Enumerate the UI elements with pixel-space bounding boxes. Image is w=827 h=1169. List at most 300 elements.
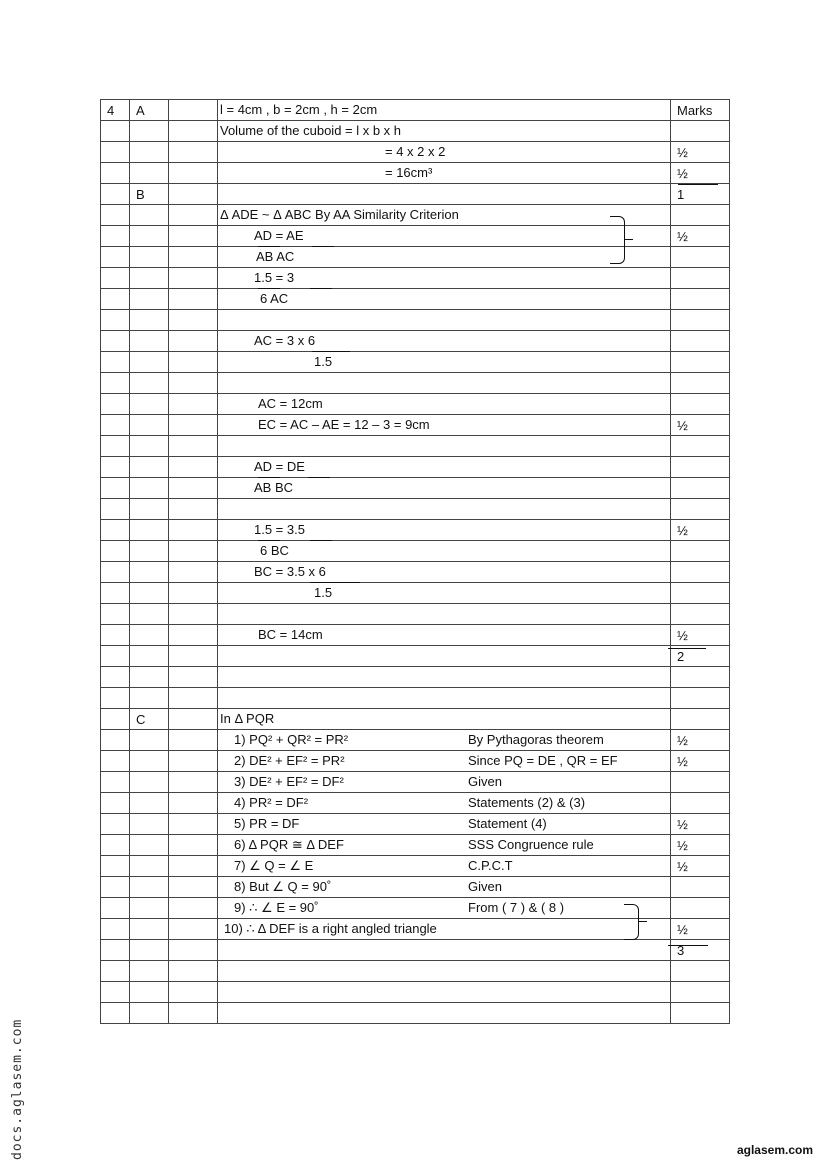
table-row [101, 142, 730, 163]
part-cell [130, 604, 169, 625]
part-cell [130, 667, 169, 688]
question-number-cell [101, 205, 130, 226]
answer-cell [218, 709, 671, 730]
table-row [101, 562, 730, 583]
sub-part-cell [169, 667, 218, 688]
fraction-bar [310, 540, 332, 541]
part-cell [130, 562, 169, 583]
table-row [101, 184, 730, 205]
question-number-cell [101, 646, 130, 667]
table-row [101, 814, 730, 835]
answer-text: 7) ∠ Q = ∠ E [234, 858, 314, 873]
marks-cell [671, 541, 730, 562]
table-row [101, 205, 730, 226]
answer-text: 2) DE² + EF² = PR² [234, 753, 345, 768]
part-cell [130, 772, 169, 793]
sub-part-cell [169, 961, 218, 982]
marks-cell: ½ [671, 814, 730, 835]
answer-text: In Δ PQR [220, 711, 275, 726]
reason-text: From ( 7 ) & ( 8 ) [468, 900, 565, 915]
table-row [101, 751, 730, 772]
answer-cell [218, 751, 671, 772]
question-number-cell [101, 268, 130, 289]
answer-text: AB BC [254, 480, 294, 495]
question-number-cell [101, 625, 130, 646]
part-cell [130, 793, 169, 814]
table-row [101, 163, 730, 184]
table-row [101, 772, 730, 793]
table-row [101, 520, 730, 541]
answer-cell [218, 877, 671, 898]
question-number-cell [101, 877, 130, 898]
marks-cell [671, 772, 730, 793]
part-cell [130, 226, 169, 247]
question-number-cell [101, 478, 130, 499]
reason-text: Given [468, 879, 502, 894]
question-number-cell [101, 541, 130, 562]
part-cell [130, 499, 169, 520]
part-cell [130, 1003, 169, 1024]
question-number-cell [101, 751, 130, 772]
part-cell [130, 520, 169, 541]
part-cell [130, 331, 169, 352]
answer-cell [218, 667, 671, 688]
part-cell [130, 814, 169, 835]
question-number-cell [101, 394, 130, 415]
question-number-cell [101, 688, 130, 709]
answer-cell [218, 478, 671, 499]
question-number-cell [101, 310, 130, 331]
table-row [101, 877, 730, 898]
table-row [101, 940, 730, 961]
part-cell [130, 856, 169, 877]
question-number-cell [101, 772, 130, 793]
question-number-cell [101, 415, 130, 436]
part-cell [130, 247, 169, 268]
fraction-bar [258, 540, 280, 541]
part-cell: A [130, 100, 169, 121]
sub-part-cell [169, 142, 218, 163]
answer-cell [218, 730, 671, 751]
answer-cell [218, 1003, 671, 1024]
sub-part-cell [169, 247, 218, 268]
question-number-cell [101, 499, 130, 520]
part-cell [130, 982, 169, 1003]
sub-part-cell [169, 331, 218, 352]
answer-text: 4) PR² = DF² [234, 795, 309, 810]
part-cell [130, 541, 169, 562]
answer-cell [218, 142, 671, 163]
table-row [101, 688, 730, 709]
answer-cell [218, 121, 671, 142]
marks-cell: 1 [671, 184, 730, 205]
question-number-cell [101, 184, 130, 205]
marks-cell [671, 793, 730, 814]
table-row [101, 835, 730, 856]
sub-part-cell [169, 982, 218, 1003]
sub-part-cell [169, 499, 218, 520]
marks-cell [671, 352, 730, 373]
table-row [101, 478, 730, 499]
answer-cell [218, 793, 671, 814]
marks-cell [671, 373, 730, 394]
answer-cell [218, 898, 671, 919]
answer-cell [218, 646, 671, 667]
sub-part-cell [169, 856, 218, 877]
part-cell [130, 415, 169, 436]
fraction-bar [668, 648, 706, 649]
table-row [101, 436, 730, 457]
sub-part-cell [169, 541, 218, 562]
part-cell [130, 268, 169, 289]
table-row [101, 457, 730, 478]
table-row [101, 646, 730, 667]
answer-text: BC = 14cm [258, 627, 323, 642]
marks-cell [671, 688, 730, 709]
table-row [101, 961, 730, 982]
part-cell [130, 457, 169, 478]
part-cell [130, 289, 169, 310]
fraction-bar [258, 288, 280, 289]
marks-cell [671, 562, 730, 583]
answer-cell [218, 814, 671, 835]
sub-part-cell [169, 940, 218, 961]
marks-cell: ½ [671, 415, 730, 436]
part-cell [130, 394, 169, 415]
marks-cell [671, 604, 730, 625]
marks-cell: 2 [671, 646, 730, 667]
sub-part-cell [169, 226, 218, 247]
answer-cell [218, 394, 671, 415]
sub-part-cell [169, 457, 218, 478]
marks-cell [671, 457, 730, 478]
table-row [101, 583, 730, 604]
table-row [101, 499, 730, 520]
sub-part-cell [169, 100, 218, 121]
answer-text: 8) But ∠ Q = 90˚ [234, 879, 332, 894]
part-cell [130, 751, 169, 772]
question-number-cell [101, 121, 130, 142]
marks-cell: ½ [671, 625, 730, 646]
brace-tick [639, 921, 647, 922]
answer-cell [218, 562, 671, 583]
question-number-cell [101, 520, 130, 541]
question-number-cell [101, 604, 130, 625]
answer-cell [218, 184, 671, 205]
answer-text: BC = 3.5 x 6 [254, 564, 326, 579]
reason-text: SSS Congruence rule [468, 837, 594, 852]
table-row [101, 667, 730, 688]
part-cell [130, 961, 169, 982]
answer-text: AC = 3 x 6 [254, 333, 316, 348]
watermark: docs.aglasem.com [10, 1018, 25, 1160]
reason-text: Given [468, 774, 502, 789]
question-number-cell [101, 730, 130, 751]
fraction-bar [310, 582, 360, 583]
part-cell [130, 163, 169, 184]
question-number-cell [101, 667, 130, 688]
marks-cell [671, 1003, 730, 1024]
brace [624, 904, 639, 940]
answer-text: 6 BC [260, 543, 289, 558]
answer-cell [218, 100, 671, 121]
answer-text: 6) Δ PQR ≅ Δ DEF [234, 837, 344, 852]
sub-part-cell [169, 583, 218, 604]
answer-text: AD = AE [254, 228, 304, 243]
answer-cell [218, 226, 671, 247]
table-row [101, 247, 730, 268]
question-number-cell [101, 1003, 130, 1024]
question-number-cell: 4 [101, 100, 130, 121]
marks-cell: ½ [671, 730, 730, 751]
question-number-cell [101, 289, 130, 310]
table-row [101, 1003, 730, 1024]
part-cell [130, 121, 169, 142]
sub-part-cell [169, 205, 218, 226]
answer-cell [218, 436, 671, 457]
sub-part-cell [169, 310, 218, 331]
sub-part-cell [169, 1003, 218, 1024]
part-cell [130, 310, 169, 331]
fraction-bar [310, 288, 332, 289]
table-row [101, 625, 730, 646]
sub-part-cell [169, 898, 218, 919]
marking-scheme-table [100, 99, 730, 1024]
answer-cell [218, 205, 671, 226]
reason-text: Statement (4) [468, 816, 547, 831]
marks-cell [671, 394, 730, 415]
answer-text: = 4 x 2 x 2 [385, 144, 446, 159]
question-number-cell [101, 583, 130, 604]
question-number-cell [101, 961, 130, 982]
part-cell [130, 373, 169, 394]
marks-cell: ½ [671, 751, 730, 772]
answer-cell [218, 163, 671, 184]
answer-cell [218, 919, 671, 940]
part-cell [130, 940, 169, 961]
sub-part-cell [169, 163, 218, 184]
part-cell [130, 625, 169, 646]
table-row [101, 373, 730, 394]
sub-part-cell [169, 814, 218, 835]
answer-text: 1.5 = 3 [254, 270, 295, 285]
marks-cell [671, 478, 730, 499]
sub-part-cell [169, 520, 218, 541]
answer-cell [218, 247, 671, 268]
marks-cell [671, 331, 730, 352]
part-cell: B [130, 184, 169, 205]
answer-cell [218, 373, 671, 394]
marks-cell [671, 709, 730, 730]
sub-part-cell [169, 268, 218, 289]
answer-cell [218, 961, 671, 982]
fraction-bar [258, 246, 280, 247]
answer-cell [218, 310, 671, 331]
answer-text: AC = 12cm [258, 396, 323, 411]
table-row [101, 730, 730, 751]
question-number-cell [101, 331, 130, 352]
marks-cell [671, 289, 730, 310]
question-number-cell [101, 919, 130, 940]
table-row [101, 856, 730, 877]
sub-part-cell [169, 289, 218, 310]
answer-cell [218, 499, 671, 520]
table-row [101, 352, 730, 373]
marks-cell: ½ [671, 142, 730, 163]
marks-cell [671, 583, 730, 604]
marks-cell [671, 898, 730, 919]
brace [610, 216, 625, 264]
answer-text: 5) PR = DF [234, 816, 300, 831]
answer-cell [218, 457, 671, 478]
answer-cell [218, 289, 671, 310]
marks-cell: ½ [671, 163, 730, 184]
answer-cell [218, 835, 671, 856]
table-row [101, 394, 730, 415]
table-row [101, 121, 730, 142]
sub-part-cell [169, 436, 218, 457]
sub-part-cell [169, 121, 218, 142]
part-cell [130, 877, 169, 898]
answer-text: 1.5 = 3.5 [254, 522, 305, 537]
answer-cell [218, 856, 671, 877]
sub-part-cell [169, 184, 218, 205]
answer-text: EC = AC – AE = 12 – 3 = 9cm [258, 417, 430, 432]
sub-part-cell [169, 604, 218, 625]
answer-text: 3) DE² + EF² = DF² [234, 774, 344, 789]
sub-part-cell [169, 877, 218, 898]
sub-part-cell [169, 919, 218, 940]
part-cell [130, 352, 169, 373]
table-row [101, 793, 730, 814]
table-row [101, 331, 730, 352]
question-number-cell [101, 835, 130, 856]
marks-cell [671, 268, 730, 289]
brace-tick [625, 239, 633, 240]
sub-part-cell [169, 394, 218, 415]
sub-part-cell [169, 730, 218, 751]
part-cell [130, 583, 169, 604]
sub-part-cell [169, 772, 218, 793]
question-number-cell [101, 856, 130, 877]
part-cell [130, 436, 169, 457]
answer-text: 1.5 [314, 354, 333, 369]
answer-cell [218, 688, 671, 709]
marks-cell [671, 310, 730, 331]
question-number-cell [101, 226, 130, 247]
table-row [101, 604, 730, 625]
table-row [101, 268, 730, 289]
sub-part-cell [169, 562, 218, 583]
answer-text: 1) PQ² + QR² = PR² [234, 732, 349, 747]
marks-cell: ½ [671, 919, 730, 940]
marks-cell [671, 121, 730, 142]
marks-cell: 3 [671, 940, 730, 961]
part-cell [130, 688, 169, 709]
marks-cell: ½ [671, 856, 730, 877]
question-number-cell [101, 982, 130, 1003]
question-number-cell [101, 940, 130, 961]
answer-cell [218, 331, 671, 352]
marks-cell [671, 667, 730, 688]
answer-text: 10) ∴ Δ DEF is a right angled triangle [224, 921, 437, 936]
question-number-cell [101, 793, 130, 814]
sub-part-cell [169, 835, 218, 856]
fraction-bar [312, 246, 334, 247]
answer-cell [218, 604, 671, 625]
answer-text: 6 AC [260, 291, 289, 306]
question-number-cell [101, 436, 130, 457]
marks-cell [671, 877, 730, 898]
fraction-bar [312, 351, 350, 352]
sub-part-cell [169, 625, 218, 646]
part-cell [130, 898, 169, 919]
answer-text: AB AC [256, 249, 295, 264]
answer-cell [218, 352, 671, 373]
table-row [101, 100, 730, 121]
answer-text: = 16cm³ [385, 165, 433, 180]
table-row [101, 541, 730, 562]
answer-text: Δ ADE ~ Δ ABC By AA Similarity Criterion [220, 207, 459, 222]
sub-part-cell [169, 646, 218, 667]
answer-text: AD = DE [254, 459, 305, 474]
part-cell [130, 478, 169, 499]
reason-text: Since PQ = DE , QR = EF [468, 753, 618, 768]
marks-cell [671, 247, 730, 268]
part-cell [130, 142, 169, 163]
table-row [101, 289, 730, 310]
answer-cell [218, 268, 671, 289]
marks-cell: ½ [671, 520, 730, 541]
marks-cell: ½ [671, 835, 730, 856]
reason-text: C.P.C.T [468, 858, 513, 873]
question-number-cell [101, 247, 130, 268]
marks-cell [671, 205, 730, 226]
answer-cell [218, 415, 671, 436]
marks-cell [671, 436, 730, 457]
answer-cell [218, 541, 671, 562]
question-number-cell [101, 814, 130, 835]
sub-part-cell [169, 709, 218, 730]
fraction-bar [678, 184, 718, 185]
marks-cell [671, 499, 730, 520]
answer-text: Volume of the cuboid = l x b x h [220, 123, 402, 138]
sub-part-cell [169, 793, 218, 814]
answer-cell [218, 772, 671, 793]
question-number-cell [101, 709, 130, 730]
sub-part-cell [169, 373, 218, 394]
question-number-cell [101, 142, 130, 163]
sub-part-cell [169, 352, 218, 373]
answer-text: 9) ∴ ∠ E = 90˚ [234, 900, 319, 915]
answer-cell [218, 625, 671, 646]
table-row [101, 709, 730, 730]
answer-text: l = 4cm , b = 2cm , h = 2cm [220, 102, 378, 117]
marks-cell [671, 961, 730, 982]
question-number-cell [101, 373, 130, 394]
part-cell: C [130, 709, 169, 730]
reason-text: By Pythagoras theorem [468, 732, 604, 747]
part-cell [130, 919, 169, 940]
part-cell [130, 205, 169, 226]
part-cell [130, 730, 169, 751]
part-cell [130, 835, 169, 856]
answer-cell [218, 583, 671, 604]
question-number-cell [101, 562, 130, 583]
table-row [101, 982, 730, 1003]
table-row [101, 226, 730, 247]
footer-brand: aglasem.com [736, 1143, 813, 1157]
